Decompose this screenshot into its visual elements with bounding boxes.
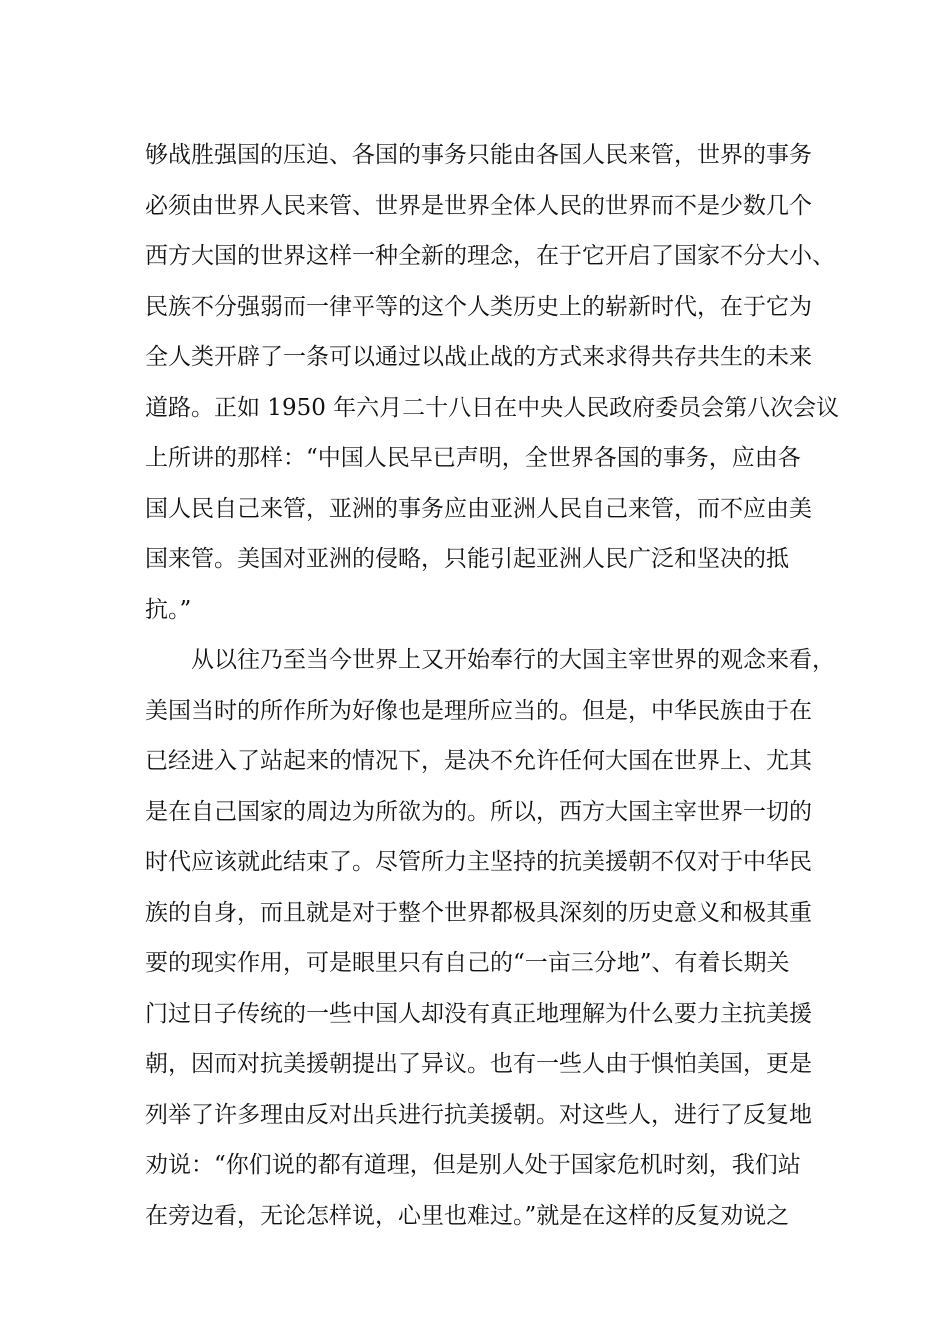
text-line: 民族不分强弱而一律平等的这个人类历史上的崭新时代，在于它为 bbox=[145, 293, 812, 320]
text-line: 必须由世界人民来管、世界是世界全体人民的世界而不是少数几个 bbox=[145, 192, 812, 219]
text-line: 够战胜强国的压迫、各国的事务只能由各国人民来管，世界的事务 bbox=[145, 142, 812, 168]
text-line: 抗。” bbox=[145, 596, 192, 623]
text-line: 从以往乃至当今世界上又开始奉行的大国主宰世界的观念来看， bbox=[191, 647, 835, 673]
text-line: 道路。正如 1950 年六月二十八日在中央人民政府委员会第八次会议 bbox=[145, 394, 840, 421]
text-line: 上所讲的那样：“中国人民早已声明，全世界各国的事务，应由各 bbox=[145, 445, 801, 471]
paragraph-1 bbox=[145, 130, 840, 635]
paragraph-2 bbox=[145, 635, 835, 1241]
text-line: 全人类开辟了一条可以通过以战止战的方式来求得共存共生的未来 bbox=[145, 344, 812, 370]
text-line: 国来管。美国对亚洲的侵略，只能引起亚洲人民广泛和坚决的抵 bbox=[145, 546, 789, 572]
text-line: 要的现实作用，可是眼里只有自己的“一亩三分地”、有着长期关 bbox=[145, 950, 790, 976]
text-line: 时代应该就此结束了。尽管所力主坚持的抗美援朝不仅对于中华民 bbox=[145, 849, 812, 875]
text-line: 列举了许多理由反对出兵进行抗美援朝。对这些人，进行了反复地 bbox=[145, 1101, 812, 1128]
text-line: 在旁边看，无论怎样说，心里也难过。”就是在这样的反复劝说之 bbox=[145, 1202, 790, 1229]
text-line: 美国当时的所作所为好像也是理所应当的。但是，中华民族由于在 bbox=[145, 697, 812, 724]
text-line: 已经进入了站起来的情况下，是决不允许任何大国在世界上、尤其 bbox=[145, 748, 812, 774]
text-line: 劝说：“你们说的都有道理，但是别人处于国家危机时刻，我们站 bbox=[145, 1152, 801, 1178]
text-line: 国人民自己来管，亚洲的事务应由亚洲人民自己来管，而不应由美 bbox=[145, 495, 812, 522]
text-line: 是在自己国家的周边为所欲为的。所以，西方大国主宰世界一切的 bbox=[145, 798, 812, 825]
body-text bbox=[145, 130, 840, 1241]
text-line: 西方大国的世界这样一种全新的理念，在于它开启了国家不分大小、 bbox=[145, 243, 835, 269]
text-line: 族的自身，而且就是对于整个世界都极具深刻的历史意义和极其重 bbox=[145, 899, 812, 926]
text-line: 朝，因而对抗美援朝提出了异议。也有一些人由于惧怕美国，更是 bbox=[145, 1051, 812, 1077]
text-line: 门过日子传统的一些中国人却没有真正地理解为什么要力主抗美援 bbox=[145, 1000, 812, 1027]
